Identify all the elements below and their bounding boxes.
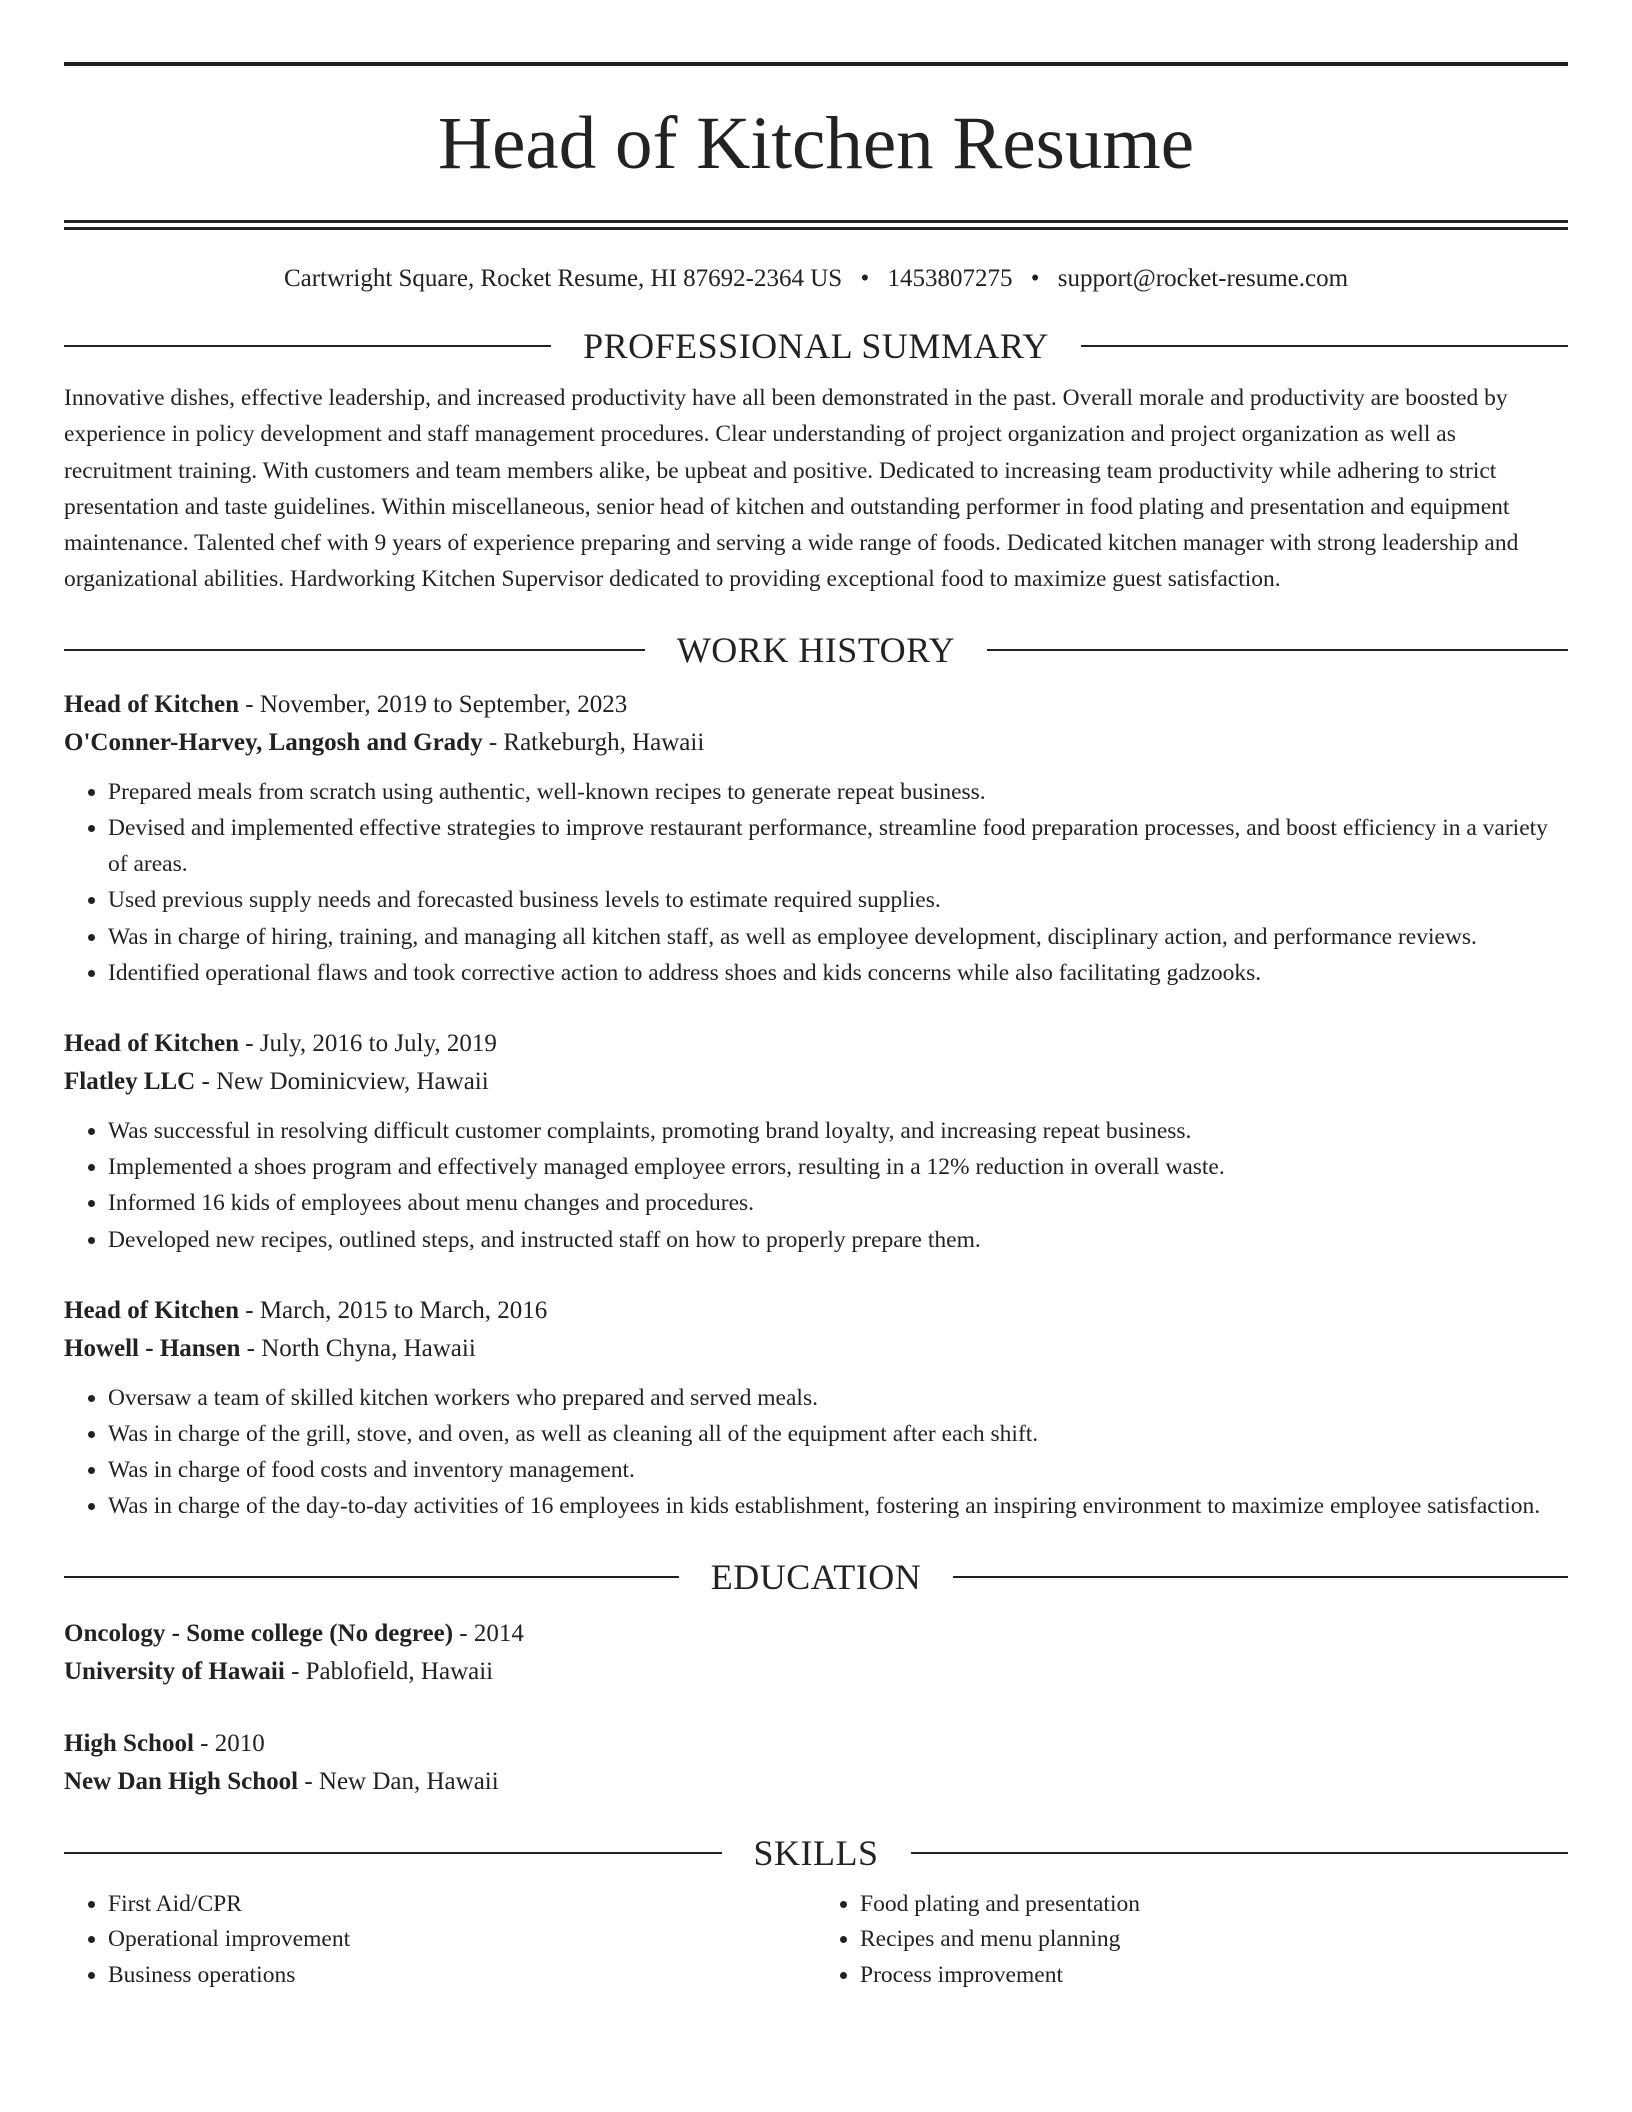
section-title-education: EDUCATION	[710, 1556, 922, 1597]
job-dates: - November, 2019 to September, 2023	[239, 690, 628, 718]
skill-item: • First Aid/CPR	[108, 1887, 816, 1923]
skill-item: • Business operations	[108, 1958, 816, 1994]
section-title-summary: PROFESSIONAL SUMMARY	[583, 326, 1049, 366]
list-item: • Informed 16 kids of employees about menu changes and procedures.	[108, 1185, 1568, 1221]
job-company-row	[64, 1330, 1568, 1368]
job-dates: - March, 2015 to March, 2016	[239, 1296, 548, 1324]
job-location: - Ratkeburgh, Hawaii	[482, 728, 705, 756]
job-entry	[64, 1025, 1568, 1258]
divider	[64, 1576, 679, 1578]
education-school-row	[64, 1653, 1568, 1691]
summary-text: Innovative dishes, effective leadership, and increased productivity have all been demonstrated in the past. Overall morale and productivity are boosted by experience in policy development and staff management procedures. Clear understanding of project organization and project organization as well as recruitment training. With customers and team members alike, be upbeat and positive. Dedicated to increasing team productivity while adhering to strict presentation and taste guidelines. Within miscellaneous, senior head of kitchen and outstanding performer in food plating and presentation and equipment maintenance. Talented chef with 9 years of experience preparing and serving a wide range of foods. Dedicated kitchen manager with strong leadership and organizational abilities. Hardworking Kitchen Supervisor dedicated to providing exceptional food to maximize guest satisfaction.	[64, 385, 1519, 593]
job-entry	[64, 1292, 1568, 1525]
education-degree-row	[64, 1615, 1568, 1653]
list-item: • Was in charge of hiring, training, and managing all kitchen staff, as well as employee development, disciplinary action, and performance reviews.	[108, 919, 1568, 955]
education-school: New Dan High School	[64, 1767, 299, 1795]
job-company: Flatley LLC	[64, 1068, 196, 1095]
job-title-row	[64, 1025, 1568, 1063]
list-item: • Was in charge of the day-to-day activities of 16 employees in kids establishment, fostering an inspiring environment to maximize employee satisfaction.	[108, 1488, 1568, 1524]
divider	[1081, 345, 1568, 347]
job-bullets	[64, 774, 1568, 991]
divider	[987, 649, 1568, 651]
section-header-work	[64, 628, 1568, 672]
job-title: Head of Kitchen	[64, 1296, 239, 1324]
section-title-skills: SKILLS	[753, 1832, 879, 1873]
list-item: • Was in charge of the grill, stove, and oven, as well as cleaning all of the equipment after each shift.	[108, 1416, 1568, 1452]
education-degree: Oncology - Some college (No degree)	[64, 1619, 454, 1647]
education-school-row	[64, 1763, 1568, 1801]
contact-address: Cartwright Square, Rocket Resume, HI 87692-2364 US	[283, 265, 843, 292]
divider	[911, 1852, 1569, 1854]
education-entry	[64, 1725, 1568, 1801]
section-title-work: WORK HISTORY	[676, 629, 956, 670]
education-location: - Pablofield, Hawaii	[284, 1657, 494, 1685]
job-title-row	[64, 686, 1568, 724]
education-school: University of Hawaii	[64, 1657, 285, 1685]
job-location: - North Chyna, Hawaii	[240, 1334, 476, 1362]
divider	[64, 1852, 722, 1854]
job-title: Head of Kitchen	[64, 1030, 239, 1057]
education-entry	[64, 1615, 1568, 1691]
skills-column-right	[816, 1887, 1568, 1994]
job-company-row	[64, 1063, 1568, 1101]
header-top-rule	[64, 62, 1568, 66]
divider	[64, 649, 645, 651]
section-header-skills	[64, 1831, 1568, 1875]
list-item: • Implemented a shoes program and effectively managed employee errors, resulting in a 12% reduction in overall waste.	[108, 1149, 1568, 1185]
education-year: - 2010	[193, 1729, 265, 1757]
list-item: • Was in charge of food costs and inventory management.	[108, 1452, 1568, 1488]
skills-column-left	[64, 1887, 816, 1994]
list-item: • Devised and implemented effective strategies to improve restaurant performance, streamline food preparation processes, and boost efficiency in a variety of areas.	[108, 810, 1568, 882]
section-header-summary	[64, 324, 1568, 368]
list-item: • Developed new recipes, outlined steps, and instructed staff on how to properly prepare them.	[108, 1222, 1568, 1258]
contact-separator: •	[1030, 265, 1040, 292]
education-year: - 2014	[453, 1619, 524, 1647]
list-item: • Was successful in resolving difficult customer complaints, promoting brand loyalty, and increasing repeat business.	[108, 1113, 1568, 1149]
job-company: O'Conner-Harvey, Langosh and Grady	[64, 728, 483, 756]
contact-line	[64, 264, 1568, 294]
education-degree: High School	[64, 1729, 194, 1757]
job-location: - New Dominicview, Hawaii	[195, 1068, 489, 1095]
page-title: Head of Kitchen Resume	[437, 102, 1194, 185]
education-location: - New Dan, Hawaii	[298, 1767, 499, 1795]
list-item: • Identified operational flaws and took corrective action to address shoes and kids concerns while also facilitating gadzooks.	[108, 955, 1568, 991]
job-bullets	[64, 1113, 1568, 1258]
section-header-education	[64, 1555, 1568, 1599]
contact-phone: 1453807275	[887, 265, 1013, 292]
job-bullets	[64, 1380, 1568, 1525]
divider	[953, 1576, 1568, 1578]
skill-item: • Recipes and menu planning	[860, 1922, 1568, 1958]
skill-item: • Operational improvement	[108, 1922, 816, 1958]
job-title-row	[64, 1292, 1568, 1330]
education-degree-row	[64, 1725, 1568, 1763]
job-company-row	[64, 724, 1568, 762]
skill-item: • Process improvement	[860, 1958, 1568, 1994]
skills-list	[64, 1887, 1568, 1994]
job-dates: - July, 2016 to July, 2019	[239, 1030, 497, 1057]
header-bottom-rule	[64, 220, 1568, 230]
list-item: • Used previous supply needs and forecasted business levels to estimate required supplies.	[108, 882, 1568, 918]
job-company: Howell - Hansen	[64, 1334, 241, 1362]
skill-item: • Food plating and presentation	[860, 1887, 1568, 1923]
divider	[64, 345, 551, 347]
job-entry	[64, 686, 1568, 991]
list-item: • Prepared meals from scratch using authentic, well-known recipes to generate repeat business.	[108, 774, 1568, 810]
contact-email: support@rocket-resume.com	[1057, 265, 1349, 292]
list-item: • Oversaw a team of skilled kitchen workers who prepared and served meals.	[108, 1380, 1568, 1416]
job-title: Head of Kitchen	[64, 690, 239, 718]
contact-separator: •	[860, 265, 870, 292]
